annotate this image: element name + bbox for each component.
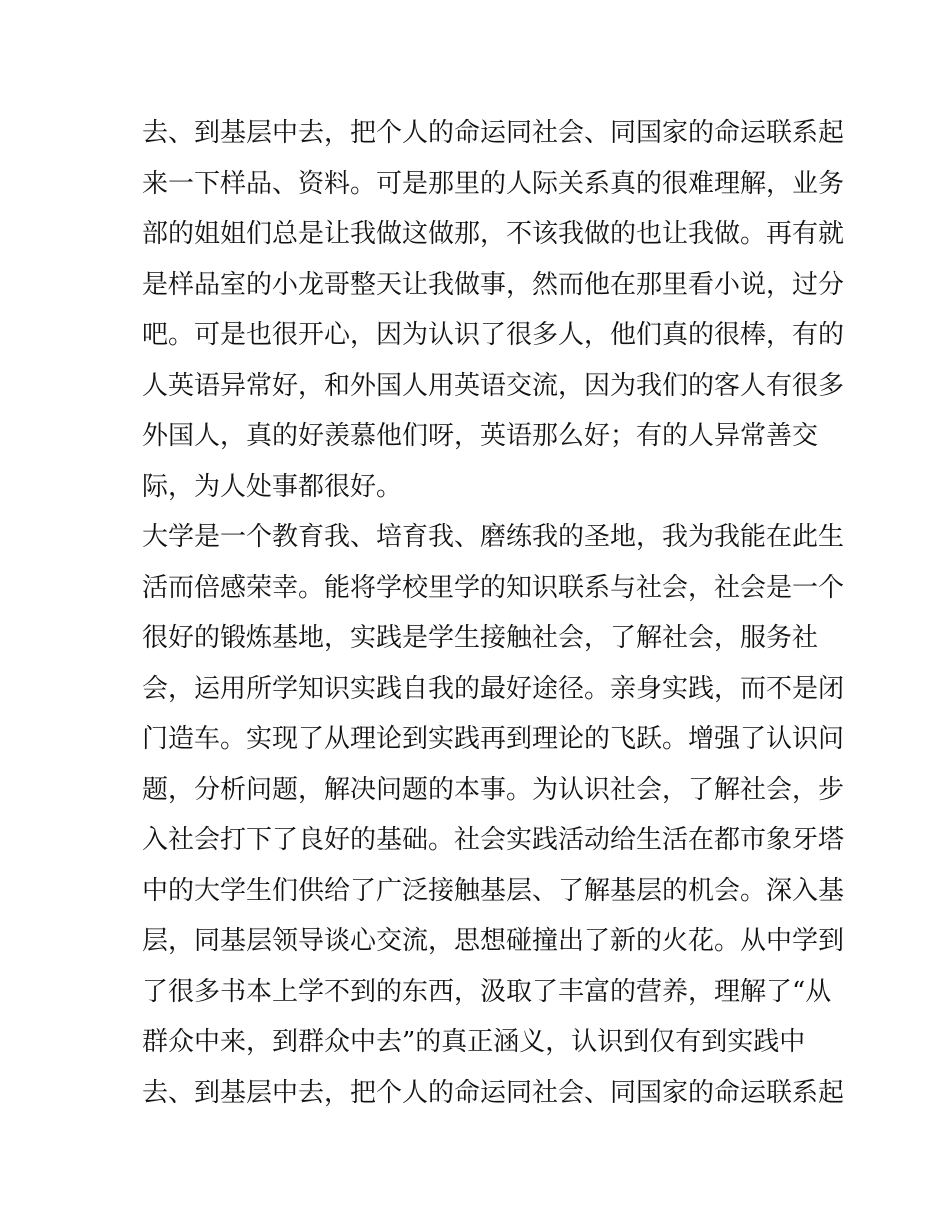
- text-line: 去、到基层中去，把个人的命运同社会、同国家的命运联系起: [142, 118, 845, 148]
- body-text: [142, 108, 845, 1118]
- text-line: 去、到基层中去，把个人的命运同社会、同国家的命运联系起: [142, 1077, 845, 1108]
- text-line: 中的大学生们供给了广泛接触基层、了解基层的机会。深入基: [142, 875, 845, 906]
- text-line: 大学是一个教育我、培育我、磨练我的圣地，我为我能在此生: [142, 522, 845, 552]
- text-line: 来一下样品、资料。可是那里的人际关系真的很难理解，业务: [142, 168, 845, 199]
- text-line: 活而倍感荣幸。能将学校里学的知识联系与社会，社会是一个: [142, 572, 845, 603]
- text-line: 会，运用所学知识实践自我的最好途径。亲身实践，而不是闭: [142, 673, 845, 704]
- text-line: 人英语异常好，和外国人用英语交流，因为我们的客人有很多: [142, 370, 845, 401]
- text-line: 部的姐姐们总是让我做这做那，不该我做的也让我做。再有就: [142, 219, 845, 249]
- text-line: 了很多书本上学不到的东西，汲取了丰富的营养，理解了“从: [142, 976, 832, 1007]
- text-line: 入社会打下了良好的基础。社会实践活动给生活在都市象牙塔: [142, 825, 845, 855]
- text-line: 层，同基层领导谈心交流，思想碰撞出了新的火花。从中学到: [142, 926, 845, 956]
- text-line: 很好的锻炼基地，实践是学生接触社会，了解社会，服务社: [142, 623, 819, 653]
- text-line: 门造车。实现了从理论到实践再到理论的飞跃。增强了认识问: [142, 724, 845, 754]
- text-line: 题，分析问题，解决问题的本事。为认识社会，了解社会，步: [142, 774, 845, 805]
- text-line: 群众中来，到群众中去”的真正涵义，认识到仅有到实践中: [142, 1027, 806, 1057]
- text-line: 外国人，真的好羡慕他们呀，英语那么好；有的人异常善交: [142, 421, 819, 451]
- text-line: 际，为人处事都很好。: [142, 471, 403, 502]
- text-line: 吧。可是也很开心，因为认识了很多人，他们真的很棒，有的: [142, 320, 845, 350]
- text-line: 是样品室的小龙哥整天让我做事，然而他在那里看小说，过分: [142, 269, 845, 300]
